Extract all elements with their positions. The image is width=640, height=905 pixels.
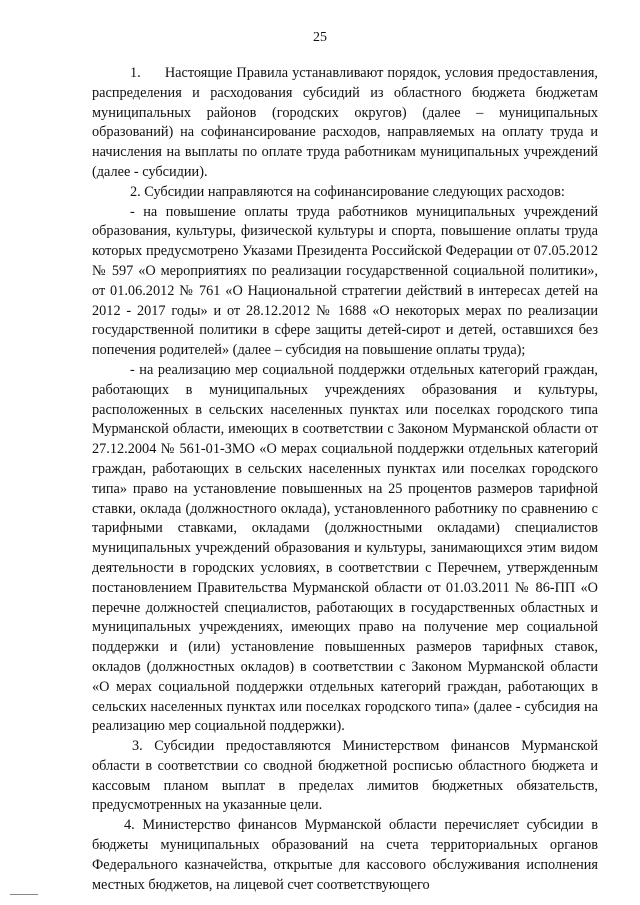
margin-mark	[10, 894, 38, 895]
paragraph-5: 3. Субсидии предоставляются Министерством финансов Мурманской области в соответствии со сводной бюджетной росписью областного бюджета и кассовым планом выплат в пределах лимитов бюджетных обязательств, предусмотренных на указанные цели.	[92, 738, 598, 814]
paragraph-1: 1. Настоящие Правила устанавливают порядок, условия предоставления, распределения и расходования субсидий из областного бюджета бюджетам муниципальных районов (городских округов) (далее – муниципальных образований) на софинансирование расходов, направляемых на оплату труда и начисления на выплаты по оплате труда работникам муниципальных учреждений (далее - субсидии).	[92, 65, 598, 180]
paragraph-4: - на реализацию мер социальной поддержки отдельных категорий граждан, работающих в муниципальных учреждениях образования и культуры, расположенных в сельских населенных пунктах или поселках городского типа Мурманской области, имеющих в соответствии с Законом Мурманской области от 27.12.2004 № 561-01-ЗМО «О мерах социальной поддержки отдельных категорий граждан, работающих в сельских населенных пунктах или поселках городского типа» право на установление повышенных на 25 процентов размеров тарифной ставки, оклада (должностного оклада), установленного работнику по сравнению с тарифными ставками, окладами (должностными окладами) специалистов муниципальных учреждений образования и культуры, занимающихся этим видом деятельности в городских условиях, в соответствии с Перечнем, утвержденным постановлением Правительства Мурманской области от 01.03.2011 № 86-ПП «О перечне должностей специалистов, работающих в государственных областных и муниципальных учреждениях, имеющих право на получение мер социальной поддержки и (или) установление повышенных размеров тарифных ставок, окладов (должностных окладов) в соответствии с Законом Мурманской области «О мерах социальной поддержки отдельных категорий граждан, работающих в сельских населенных пунктах или поселках городского типа» (далее - субсидия на реализацию мер социальной поддержки).	[92, 361, 598, 735]
paragraph-2: 2. Субсидии направляются на софинансирование следующих расходов:	[130, 183, 565, 200]
paragraph-3: - на повышение оплаты труда работников муниципальных учреждений образования, культуры, физической культуры и спорта, повышение оплаты труда которых предусмотрено Указами Президента Российской Федерации от 07.05.2012 № 597 «О мероприятиях по реализации государственной социальной политики», от 01.06.2012 № 761 «О Национальной стратегии действий в интересах детей на 2012 - 2017 годы» и от 28.12.2012 № 1688 «О некоторых мерах по реализации государственной политики в сфере защиты детей-сирот и детей, оставшихся без попечения родителей» (далее – субсидия на повышение оплаты труда);	[92, 203, 598, 359]
document-body	[92, 64, 598, 895]
paragraph-6: 4. Министерство финансов Мурманской области перечисляет субсидии в бюджеты муниципальных образований на счета территориальных органов Федерального казначейства, открытые для кассового обслуживания исполнения местных бюджетов, на лицевой счет соответствующего	[92, 817, 598, 893]
page-number: 25	[313, 30, 327, 45]
